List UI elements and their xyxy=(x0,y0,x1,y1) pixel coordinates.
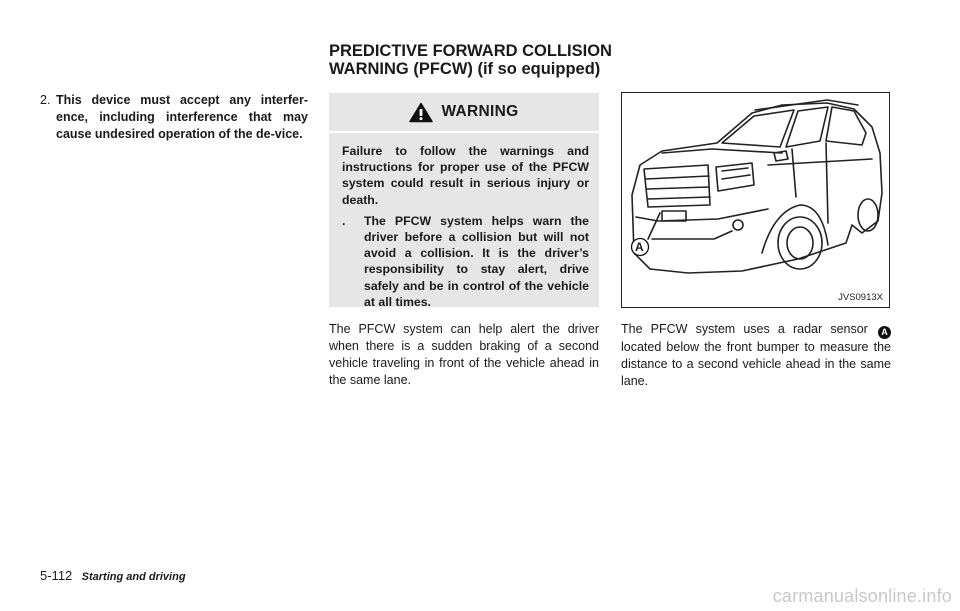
callout-a-icon: A xyxy=(878,326,891,339)
list-item xyxy=(40,92,308,143)
radar-sensor-text-before: The PFCW system uses a radar sensor xyxy=(621,322,868,336)
warning-box xyxy=(329,93,599,307)
warning-paragraph: Failure to follow the warnings and instructions for proper use of the PFCW system could result in serious injury or death. xyxy=(342,144,589,207)
list-item-text: This device must accept any interfer-ence, including interference that may cause undesired operation of the de-vice. xyxy=(56,93,308,141)
list-item-number: 2. xyxy=(40,93,51,107)
radar-sensor-text-after: located below the front bumper to measure the distance to a second vehicle ahead in the same lane. xyxy=(621,340,891,388)
body-paragraph-pfcw-alert: The PFCW system can help alert the driver when there is a sudden braking of a second vehicle traveling in front of the vehicle ahead in the same lane. xyxy=(329,322,599,387)
vehicle-line-drawing xyxy=(622,93,889,307)
watermark: carmanualsonline.info xyxy=(772,586,952,606)
figure-code: JVS0913X xyxy=(838,292,883,303)
figure-callout-label: A xyxy=(635,240,644,254)
warning-bullet-text: The PFCW system helps warn the driver before a collision but will not avoid a collision. It is the driver’s responsibility to stay alert, drive safely and be in control of the vehicle at all times. xyxy=(364,213,589,309)
warning-header xyxy=(329,93,599,131)
page-number: 5-112 xyxy=(40,568,73,583)
warning-bullet-item xyxy=(342,213,589,310)
bullet-mark: . xyxy=(342,213,346,228)
warning-triangle-icon xyxy=(409,102,433,123)
warning-body xyxy=(342,143,589,310)
footer-section-name: Starting and driving xyxy=(81,571,186,583)
section-heading-line2: WARNING (PFCW) (if so equipped) xyxy=(329,60,601,78)
section-heading-line1: PREDICTIVE FORWARD COLLISION xyxy=(329,42,612,60)
warning-divider xyxy=(329,131,599,133)
section-heading xyxy=(329,42,629,78)
warning-title: WARNING xyxy=(441,103,519,120)
page-footer xyxy=(40,568,186,583)
body-paragraph-radar-sensor xyxy=(621,321,891,390)
figure-vehicle-illustration xyxy=(621,92,890,308)
